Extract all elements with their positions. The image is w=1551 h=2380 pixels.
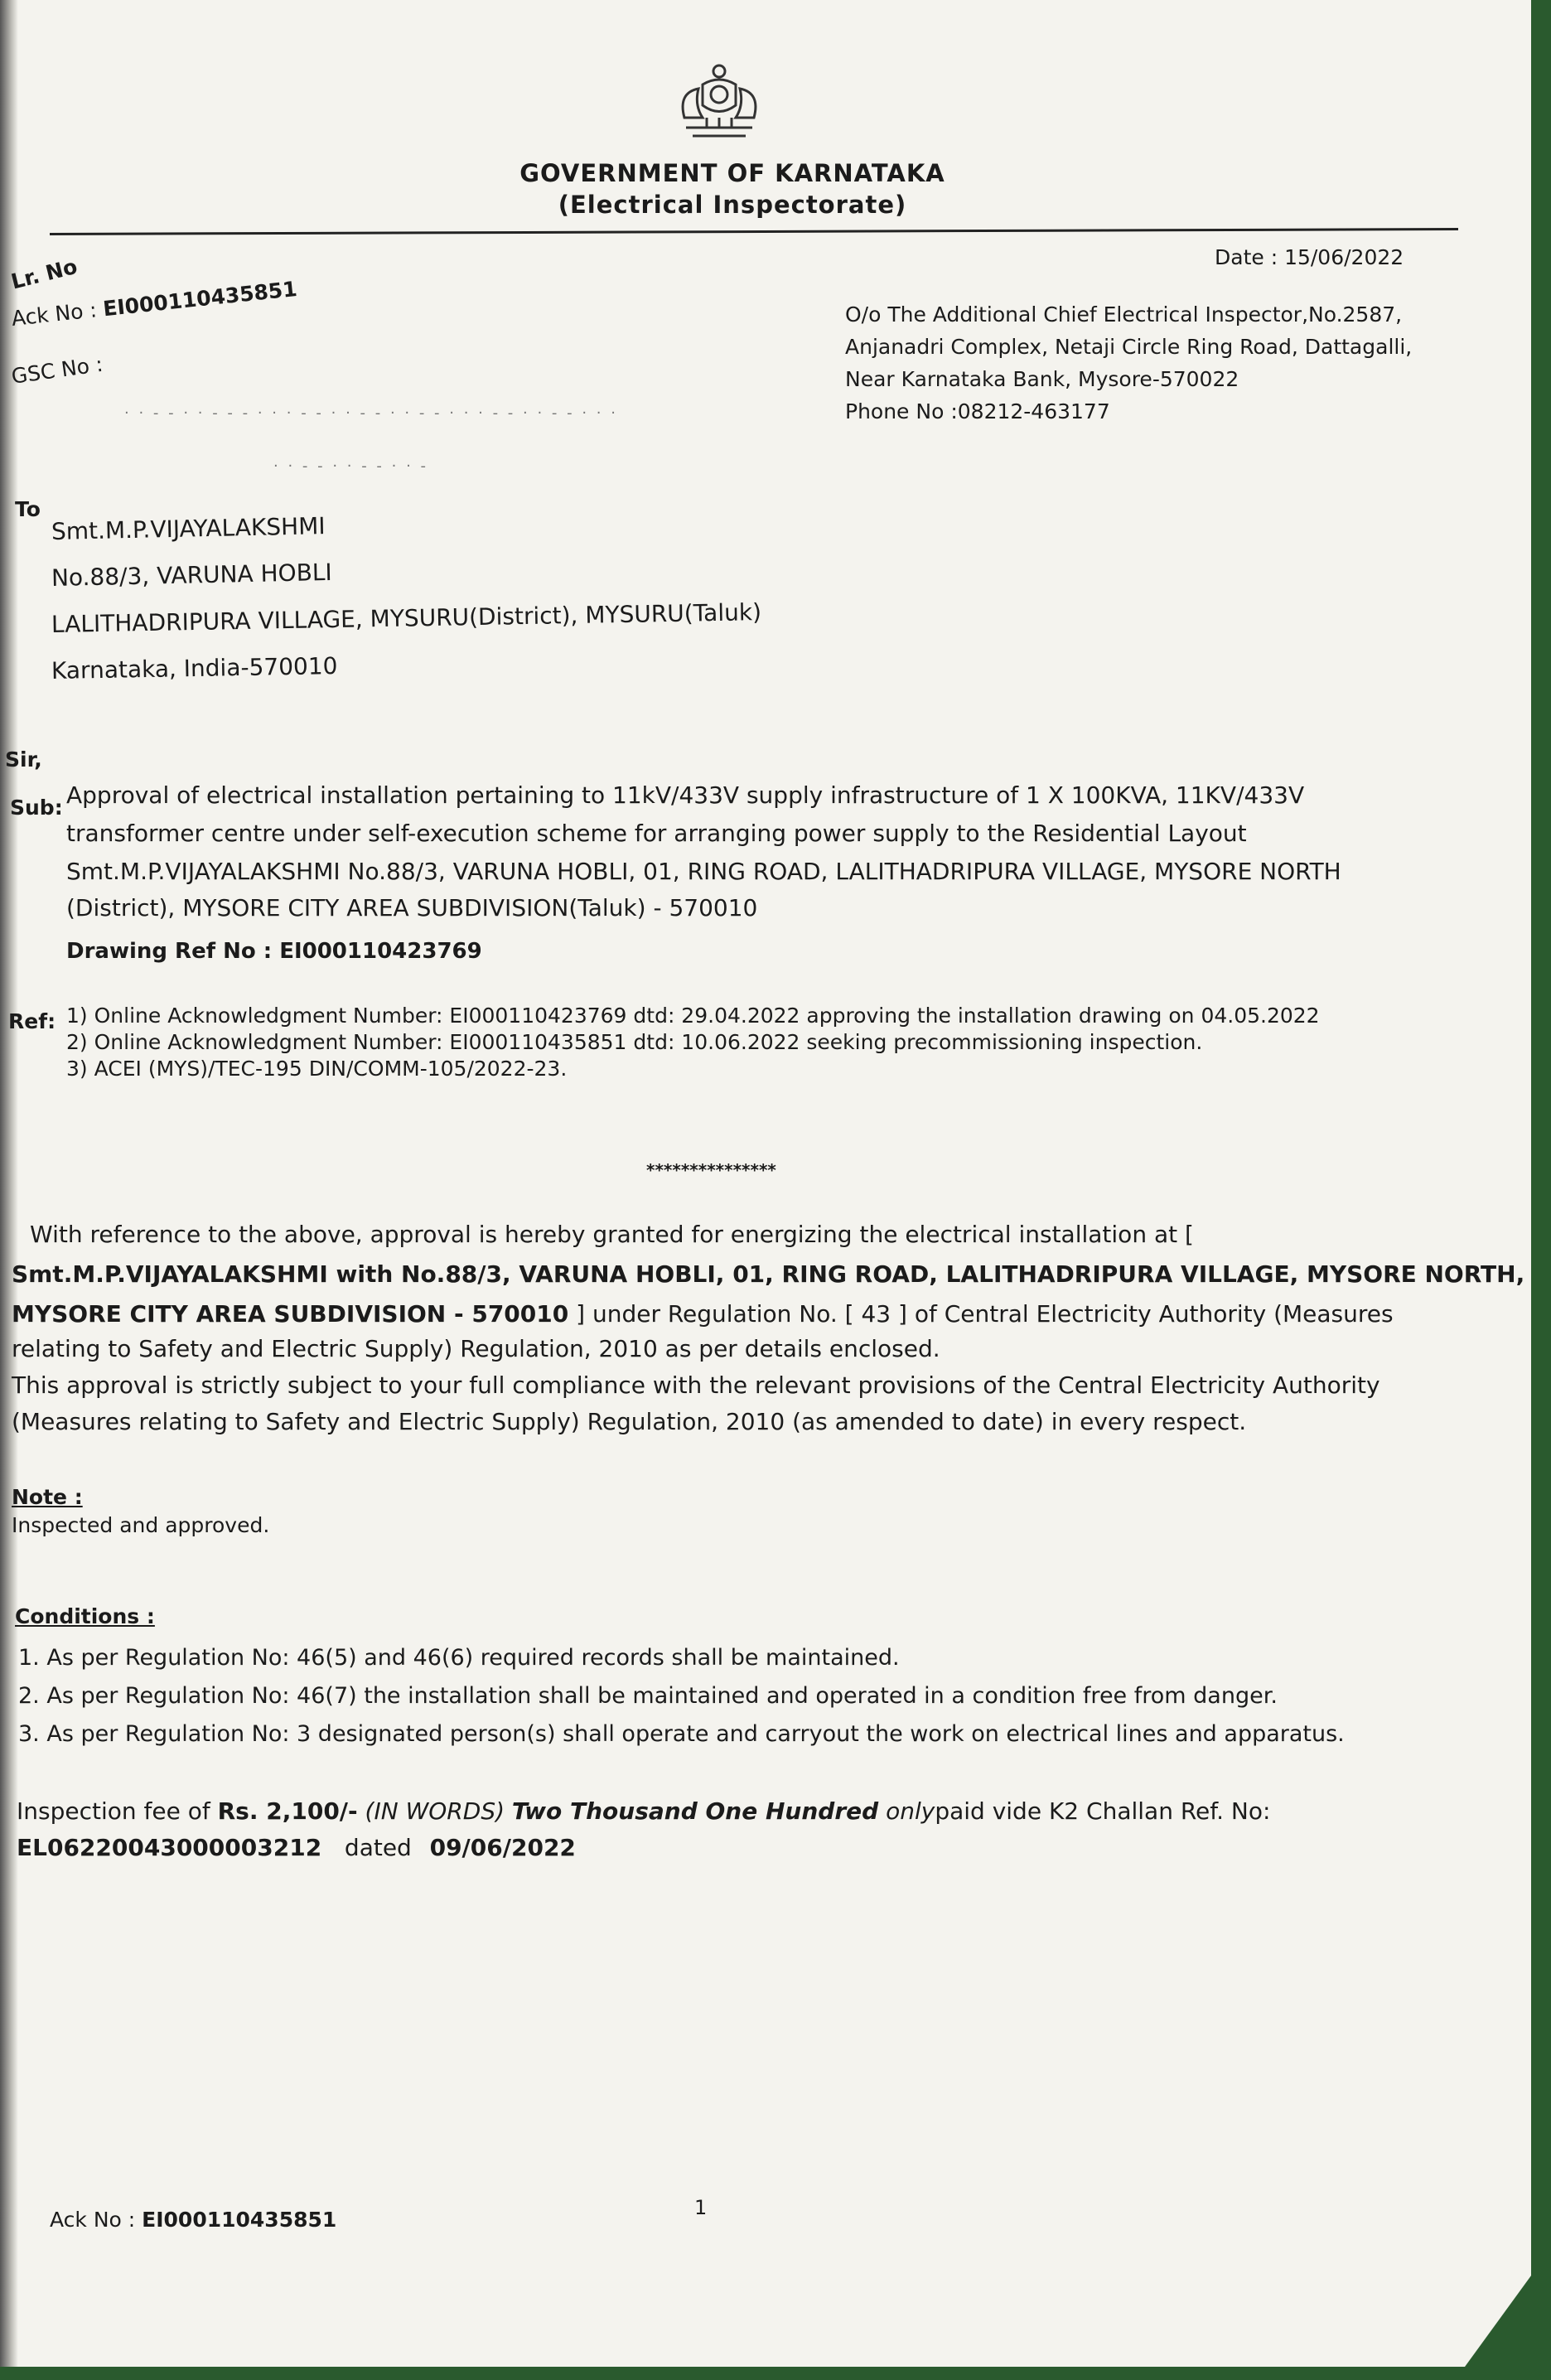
office-address-line: O/o The Additional Chief Electrical Inspector,No.2587, [845, 302, 1403, 327]
header-rule [50, 228, 1458, 235]
challan-dated-label: dated [344, 1834, 412, 1861]
fee-words: Two Thousand One Hundred [511, 1797, 879, 1825]
challan-number: EL06220043000003212 [17, 1834, 322, 1861]
to-label: To [15, 497, 41, 521]
reference-item: 1) Online Acknowledgment Number: EI000110423769 dtd: 29.04.2022 approving the installation drawing on 04.05.2022 [66, 1004, 1320, 1028]
ack-no-label: Ack No : [10, 298, 99, 331]
body-line [12, 1296, 1394, 1333]
condition-item: 2. As per Regulation No: 46(7) the installation shall be maintained and operated in a condition free from danger. [18, 1683, 1278, 1709]
separator: *************** [646, 1160, 776, 1180]
challan-date: 09/06/2022 [429, 1834, 576, 1861]
reference-item: 3) ACEI (MYS)/TEC-195 DIN/COMM-105/2022-23. [66, 1057, 568, 1081]
scan-edge-shadow [0, 0, 18, 2367]
ref-label: Ref: [8, 1009, 56, 1033]
inspection-fee-line [17, 1793, 1270, 1830]
salutation: Sir, [5, 747, 42, 772]
gsc-no-label: GSC No : [9, 351, 104, 389]
drawing-ref: Drawing Ref No : EI000110423769 [66, 939, 482, 964]
inspectorate-subtitle: (Electrical Inspectorate) [558, 191, 907, 219]
page-number: 1 [694, 2196, 708, 2219]
note-text: Inspected and approved. [12, 1513, 270, 1537]
note-label: Note : [12, 1485, 83, 1509]
lr-no-label: Lr. No [8, 254, 80, 294]
fee-words-label: (IN WORDS) [357, 1797, 512, 1825]
dotted-line: · · - - · · - - - · · · - - · · - - · · - - · · · - - · · - - · · · [124, 404, 618, 422]
recipient-name: Smt.M.P.VIJAYALAKSHMI [51, 512, 326, 545]
reference-item: 2) Online Acknowledgment Number: EI000110435851 dtd: 10.06.2022 seeking precommissioning inspection. [66, 1030, 1203, 1054]
body-regulation-text: ] under Regulation No. [ 43 ] of Central Electricity Authority (Measures [568, 1300, 1394, 1328]
subject-line: Approval of electrical installation pertaining to 11kV/433V supply infrastructure of 1 X 100KVA, 11KV/433V [66, 781, 1305, 809]
footer-ack [50, 2208, 336, 2232]
body-line: With reference to the above, approval is hereby granted for energizing the electrical installation at [ [30, 1221, 1194, 1248]
ack-no-line [10, 277, 297, 331]
reference-list [66, 998, 1320, 1087]
government-title: GOVERNMENT OF KARNATAKA [519, 159, 945, 187]
fee-only: only [878, 1797, 935, 1825]
fee-suffix: paid vide K2 Challan Ref. No: [935, 1797, 1271, 1825]
letter-date: Date : 15/06/2022 [1215, 245, 1404, 269]
recipient-address-line: No.88/3, VARUNA HOBLI [51, 558, 333, 592]
dotted-line: · · - - · · - - · · - [273, 457, 429, 475]
body-line: (Measures relating to Safety and Electric Supply) Regulation, 2010 (as amended to date) in every respect. [12, 1408, 1247, 1435]
office-address [845, 298, 1412, 428]
body-line: This approval is strictly subject to your full compliance with the relevant provisions of the Central Electricity Authority [12, 1371, 1380, 1399]
conditions-label: Conditions : [15, 1604, 155, 1628]
office-phone: Phone No :08212-463177 [845, 399, 1110, 423]
footer-ack-value: EI000110435851 [142, 2208, 337, 2232]
subject-label: Sub: [10, 796, 63, 820]
recipient-address-line: LALITHADRIPURA VILLAGE, MYSURU(District), MYSURU(Taluk) [51, 598, 762, 638]
body-location-bold: MYSORE CITY AREA SUBDIVISION - 570010 [12, 1300, 569, 1328]
recipient-address-line: Karnataka, India-570010 [51, 651, 338, 684]
body-line: relating to Safety and Electric Supply) Regulation, 2010 as per details enclosed. [12, 1335, 940, 1362]
challan-line [17, 1830, 576, 1866]
fee-amount: Rs. 2,100/- [217, 1797, 358, 1825]
body-line: Smt.M.P.VIJAYALAKSHMI with No.88/3, VARUNA HOBLI, 01, RING ROAD, LALITHADRIPURA VILLAGE, MYSORE NORTH, [12, 1260, 1525, 1288]
subject-line: transformer centre under self-execution scheme for arranging power supply to the Residential Layout [66, 820, 1247, 847]
subject-line: (District), MYSORE CITY AREA SUBDIVISION(Taluk) - 570010 [66, 894, 758, 922]
condition-item: 1. As per Regulation No: 46(5) and 46(6) required records shall be maintained. [18, 1645, 900, 1671]
page-corner-fold [1465, 2276, 1531, 2367]
fee-prefix: Inspection fee of [17, 1797, 218, 1825]
condition-item: 3. As per Regulation No: 3 designated person(s) shall operate and carryout the work on electrical lines and apparatus. [18, 1721, 1345, 1747]
conditions-list [18, 1639, 1345, 1754]
office-address-line: Near Karnataka Bank, Mysore-570022 [845, 367, 1239, 391]
subject-line: Smt.M.P.VIJAYALAKSHMI No.88/3, VARUNA HOBLI, 01, RING ROAD, LALITHADRIPURA VILLAGE, MYSORE NORTH [66, 858, 1341, 885]
ack-no-value: EI000110435851 [102, 276, 298, 322]
karnataka-emblem-icon [669, 60, 769, 143]
office-address-line: Anjanadri Complex, Netaji Circle Ring Road, Dattagalli, [845, 335, 1413, 359]
footer-ack-label: Ack No : [50, 2208, 136, 2232]
